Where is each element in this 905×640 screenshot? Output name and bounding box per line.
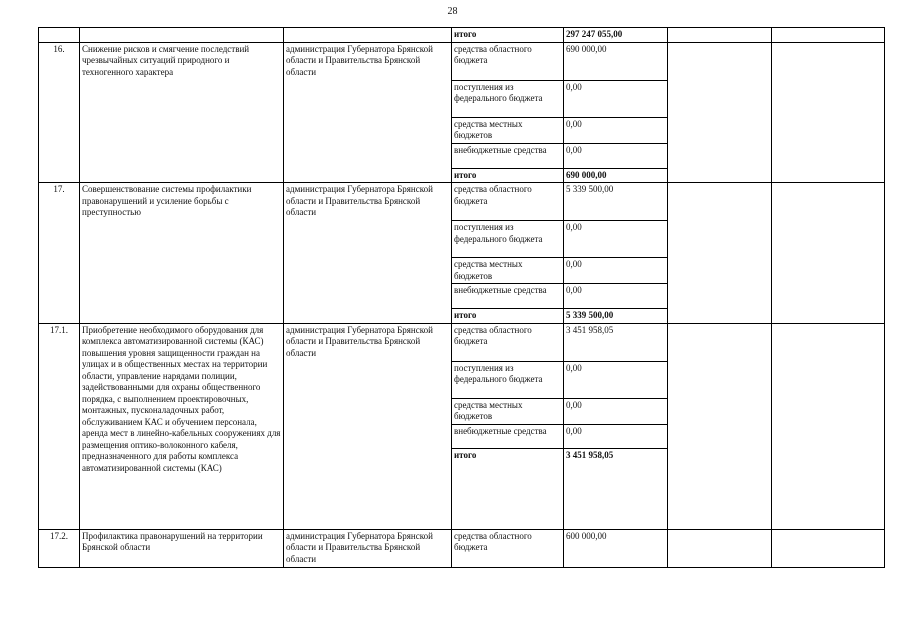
measure-name: Приобретение необходимого оборудования для комплекса автоматизированной системы (КАС) повышения уровня защищенности граждан на улицах и в общественных местах на территории области, управление нарядами полиции, задействованными для охраны общественного порядка, с выполнением проектировочных, монтажных, пусконаладочных работ, обслуживанием КАС и обучением персонала, аренда мест в линейно-кабельных сооружениях для размещения оптико-волоконного кабеля, предназначенного для работы комплекса автоматизированной системы (КАС) [80,323,284,529]
measure-name: Профилактика правонарушений на территории Брянской области [80,529,284,567]
total-amount: 297 247 055,00 [564,28,668,43]
table-cell [39,28,80,43]
total-label: итого [452,28,564,43]
table-cell [772,183,885,324]
source-amount: 0,00 [564,117,668,143]
measure-name: Совершенствование системы профилактики правонарушений и усиление борьбы с преступностью [80,183,284,324]
executor: администрация Губернатора Брянской области и Правительства Брянской области [284,529,452,567]
source-amount: 0,00 [564,398,668,424]
source-label: поступления из федерального бюджета [452,80,564,117]
source-amount: 0,00 [564,143,668,168]
table-cell [284,28,452,43]
table-cell [668,28,772,43]
table-cell [80,28,284,43]
source-amount: 0,00 [564,284,668,309]
source-amount: 0,00 [564,80,668,117]
source-amount: 0,00 [564,258,668,284]
source-label: поступления из федерального бюджета [452,221,564,258]
total-amount: 5 339 500,00 [564,309,668,324]
source-label: средства местных бюджетов [452,258,564,284]
source-label: средства местных бюджетов [452,398,564,424]
source-label: поступления из федерального бюджета [452,361,564,398]
executor: администрация Губернатора Брянской области и Правительства Брянской области [284,42,452,183]
total-label: итого [452,309,564,324]
measure-name: Снижение рисков и смягчение последствий чрезвычайных ситуаций природного и техногенного характера [80,42,284,183]
table-row [39,28,885,43]
table-row [39,529,885,567]
table-cell [668,42,772,183]
table-cell [668,529,772,567]
source-label: средства областного бюджета [452,183,564,221]
total-amount: 690 000,00 [564,168,668,183]
source-amount: 0,00 [564,221,668,258]
table-cell [772,323,885,529]
source-amount: 5 339 500,00 [564,183,668,221]
row-number: 17.1. [39,323,80,529]
source-amount: 600 000,00 [564,529,668,567]
source-label: средства областного бюджета [452,42,564,80]
table-row [39,42,885,80]
source-label: внебюджетные средства [452,284,564,309]
table-cell [772,28,885,43]
source-amount: 3 451 958,05 [564,323,668,361]
total-amount: 3 451 958,05 [564,448,668,529]
source-amount: 0,00 [564,361,668,398]
row-number: 17. [39,183,80,324]
total-label: итого [452,448,564,529]
table-cell [668,323,772,529]
table-cell [668,183,772,324]
budget-table [38,27,885,568]
table-row [39,183,885,221]
source-amount: 0,00 [564,424,668,448]
table-cell [772,42,885,183]
executor: администрация Губернатора Брянской области и Правительства Брянской области [284,323,452,529]
source-label: средства местных бюджетов [452,117,564,143]
source-label: внебюджетные средства [452,143,564,168]
source-amount: 690 000,00 [564,42,668,80]
table-row [39,323,885,361]
page-number: 28 [447,6,458,17]
source-label: внебюджетные средства [452,424,564,448]
total-label: итого [452,168,564,183]
row-number: 16. [39,42,80,183]
table-cell [772,529,885,567]
source-label: средства областного бюджета [452,529,564,567]
source-label: средства областного бюджета [452,323,564,361]
row-number: 17.2. [39,529,80,567]
executor: администрация Губернатора Брянской области и Правительства Брянской области [284,183,452,324]
